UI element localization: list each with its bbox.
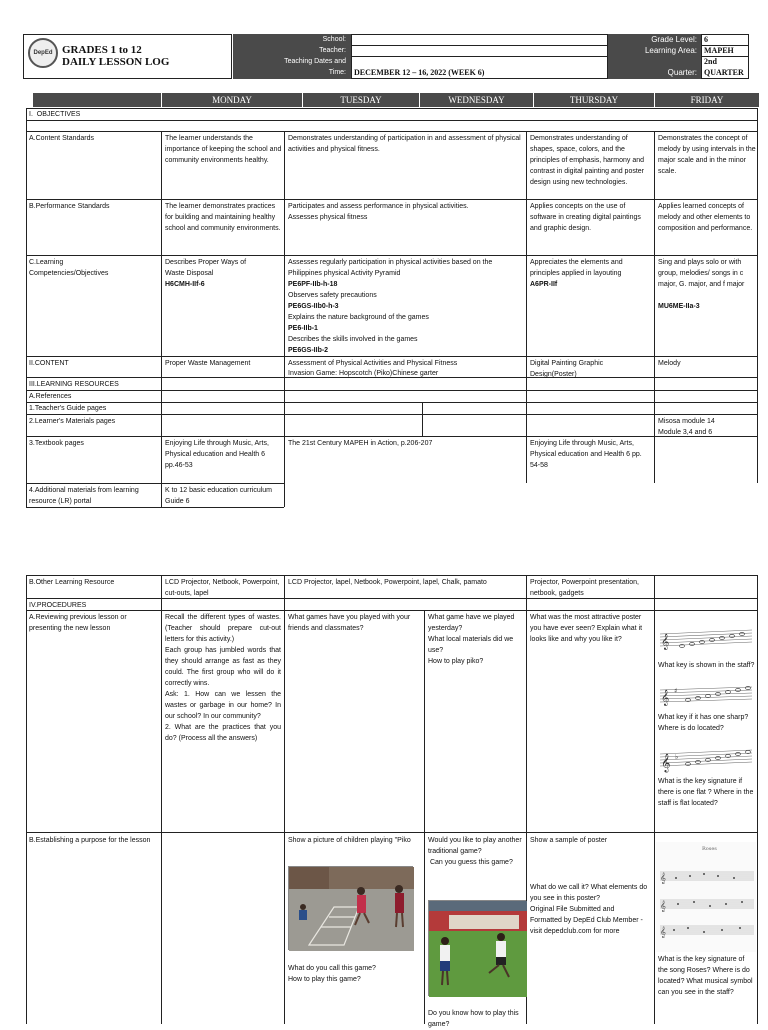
staff-image-one-sharp (658, 682, 754, 708)
teacher-label: Teacher: (319, 47, 346, 54)
purpose-friday: What is the key signature of the song Roses? Where is do located? What musical symbol can you see in the staff? (658, 956, 755, 996)
staff-image-one-flat (658, 745, 754, 773)
roses-title: Roses (702, 846, 717, 852)
objectives-heading: I. OBJECTIVES (29, 111, 81, 118)
svg-text:♯: ♯ (674, 687, 678, 695)
competencies-label-2: Competencies/Objectives (29, 270, 109, 277)
content-tuesday-2: Invasion Game: Hopscotch (Piko)Chinese garter (288, 370, 439, 377)
content-standards-friday: Demonstrates the concept of melody by using intervals in the major scale and in the minor scale. (658, 135, 758, 175)
competencies-tuesday-code-4: PE6GS-IIb-2 (288, 347, 329, 354)
performance-standards-friday: Applies learned concepts of melody and other elements to composition and performance. (658, 203, 753, 232)
deped-logo-text: DepEd (33, 50, 53, 56)
review-thursday: What was the most attractive poster you have ever seen? Explain what it looks like and why you like it? (530, 614, 645, 643)
other-resource-monday: LCD Projector, Netbook, Powerpoint, cut-outs, lapel (165, 579, 282, 597)
svg-text:𝄞: 𝄞 (661, 690, 670, 706)
content-standards-monday: The learner understands the importance of keeping the school and community environments healthy. (165, 135, 284, 164)
other-resource-label: B.Other Learning Resource (29, 579, 115, 586)
dates-label-1: Teaching Dates and (284, 58, 346, 65)
competencies-friday-code: MU6ME-IIa-3 (658, 303, 700, 310)
competencies-monday-2: Waste Disposal (165, 270, 214, 277)
area-label: Learning Area: (644, 46, 697, 55)
competencies-tuesday-1: Assesses regularly participation in physical activities based on the Philippines physical Activity Pyramid (288, 259, 495, 277)
content-tuesday-1: Assessment of Physical Activities and Physical Fitness (288, 360, 458, 367)
school-label: School: (322, 36, 346, 43)
svg-text:𝄞: 𝄞 (661, 753, 671, 772)
textbook-monday: Enjoying Life through Music, Arts, Physical education and Health 6 pp.46-53 (165, 440, 269, 469)
title-line-1: GRADES 1 to 12 (62, 44, 142, 56)
grade-label: Grade Level: (651, 35, 697, 44)
performance-standards-label: B.Performance Standards (29, 203, 110, 210)
purpose-thursday-1: Show a sample of poster (530, 837, 608, 844)
competencies-monday-1: Describes Proper Ways of (165, 259, 247, 266)
review-friday-2: What key if it has one sharp? Where is do located? (658, 714, 751, 732)
competencies-monday-code: H6CMH-IIf-6 (165, 281, 205, 288)
competencies-tuesday-3: Explains the nature background of the games (288, 314, 429, 321)
day-header-spacer (33, 93, 161, 107)
competencies-thursday: Appreciates the elements and principles applied in layouting (530, 259, 625, 277)
textbook-tuesday: The 21st Century MAPEH in Action, p.206-207 (288, 440, 433, 447)
svg-text:𝄞: 𝄞 (660, 873, 666, 884)
competencies-tuesday-code-2: PE6GS-IIb0-h-3 (288, 303, 339, 310)
competencies-friday: Sing and plays solo or with group, melodies/ songs in c major, G. major, and f major (658, 259, 746, 288)
additional-materials-label: 4.Additional materials from learning resource (LR) portal (29, 487, 141, 505)
purpose-wednesday-2: Do you know how to play this game? (428, 1010, 521, 1028)
purpose-tuesday-1: Show a picture of children playing "Piko (288, 837, 411, 844)
procedures-heading: IV.PROCEDURES (29, 602, 87, 609)
content-label: II.CONTENT (29, 360, 69, 367)
learners-materials-friday: Misosa module 14 Module 3,4 and 6 (658, 418, 715, 436)
competencies-thursday-code: A6PR-IIf (530, 281, 558, 288)
other-resource-thursday: Projector, Powerpoint presentation, netbook, gadgets (530, 579, 641, 597)
content-monday: Proper Waste Management (165, 360, 251, 367)
content-standards-tuesday: Demonstrates understanding of participation in and assessment of physical activities and physical fitness. (288, 135, 523, 153)
roses-sheet-music (656, 842, 756, 952)
purpose-wednesday-1: Would you like to play another traditional game? Can you guess this game? (428, 837, 522, 866)
competencies-label-1: C.Learning (29, 259, 64, 266)
content-standards-label: A.Content Standards (29, 135, 94, 142)
svg-text:𝄞: 𝄞 (660, 927, 666, 938)
competencies-tuesday-code-1: PE6PF-IIb-h-18 (288, 281, 338, 288)
day-header-tuesday: TUESDAY (303, 93, 419, 107)
traditional-game-photo (428, 900, 526, 996)
teachers-guide-label: 1.Teacher's Guide pages (29, 405, 107, 412)
title-line-2: DAILY LESSON LOG (62, 56, 170, 68)
review-friday-1: What key is shown in the staff? (658, 662, 755, 669)
staff-image-c-major (658, 626, 754, 654)
purpose-tuesday-2: What do you call this game? How to play this game? (288, 965, 376, 983)
svg-text:𝄞: 𝄞 (661, 634, 670, 650)
textbook-label: 3.Textbook pages (29, 440, 84, 447)
day-header-wednesday: WEDNESDAY (420, 93, 533, 107)
purpose-thursday-2: What do we call it? What elements do you see in this poster? Original File Submitted and Formatted by DepEd Club Member - visit depedclub.com for more (530, 884, 648, 935)
learners-materials-label: 2.Learner's Materials pages (29, 418, 116, 425)
piko-photo (288, 866, 413, 950)
quarter-value: QUARTER (704, 68, 744, 77)
textbook-thursday: Enjoying Life through Music, Arts, Physical education and Health 6 pp. 54-58 (530, 440, 644, 469)
content-standards-thursday: Demonstrates understanding of shapes, space, colors, and the principles of emphasis, harmony and contrast in digital painting and poster design using new technologies. (530, 135, 646, 186)
area-value: MAPEH (704, 46, 734, 55)
content-thursday: Digital Painting Graphic Design(Poster) (530, 360, 606, 378)
purpose-label: B.Establishing a purpose for the lesson (29, 837, 151, 844)
day-header-friday: FRIDAY (655, 93, 759, 107)
day-header-thursday: THURSDAY (534, 93, 654, 107)
dates-field: DECEMBER 12 – 16, 2022 (WEEK 6) (354, 68, 485, 77)
competencies-tuesday-code-3: PE6-IIb-1 (288, 325, 318, 332)
performance-standards-monday: The learner demonstrates practices for building and maintaining healthy school and community environments. (165, 203, 281, 232)
other-resource-tuesday: LCD Projector, lapel, Netbook, Powerpoint, lapel, Chalk, pamato (288, 579, 487, 586)
references-label: A.References (29, 393, 72, 400)
review-tuesday: What games have you played with your friends and classmates? (288, 614, 413, 632)
review-friday-3: What is the key signature if there is one flat ? Where in the staff is flat located? (658, 778, 756, 807)
quarter-value-top: 2nd (704, 57, 717, 66)
quarter-label: Quarter: (667, 68, 697, 77)
performance-standards-tuesday: Participates and assess performance in physical activities. Assesses physical fitness (288, 203, 469, 221)
dates-label-2: Time: (328, 69, 346, 76)
review-wednesday: What game have we played yesterday? What local materials did we use? How to play piko? (428, 614, 515, 665)
grade-value: 6 (704, 35, 708, 44)
performance-standards-thursday: Applies concepts on the use of software in creating digital paintings and graphic design. (530, 203, 643, 232)
review-monday: Recall the different types of wastes. (Teacher should prepare cut-out letters for this activity.) Each group has jumbled words that they should arrange as fast as they could. The first group who will do it correctly wins. Ask: 1. How can we lessen the wastes or garbage in our home? In our school? In our community? 2. What are the practices that you do? (Process all the answers) (165, 614, 281, 742)
day-header-monday: MONDAY (162, 93, 302, 107)
competencies-tuesday-2: Observes safety precautions (288, 292, 377, 299)
learning-resources-label: III.LEARNING RESOURCES (29, 381, 119, 388)
content-friday: Melody (658, 360, 681, 367)
svg-text:♭: ♭ (675, 753, 679, 761)
additional-materials-monday: K to 12 basic education curriculum Guide 6 (165, 487, 274, 505)
competencies-tuesday-4: Describes the skills involved in the games (288, 336, 418, 343)
review-label: A.Reviewing previous lesson or presenting the new lesson (29, 614, 129, 632)
deped-logo (28, 38, 58, 68)
svg-text:𝄞: 𝄞 (660, 901, 666, 912)
